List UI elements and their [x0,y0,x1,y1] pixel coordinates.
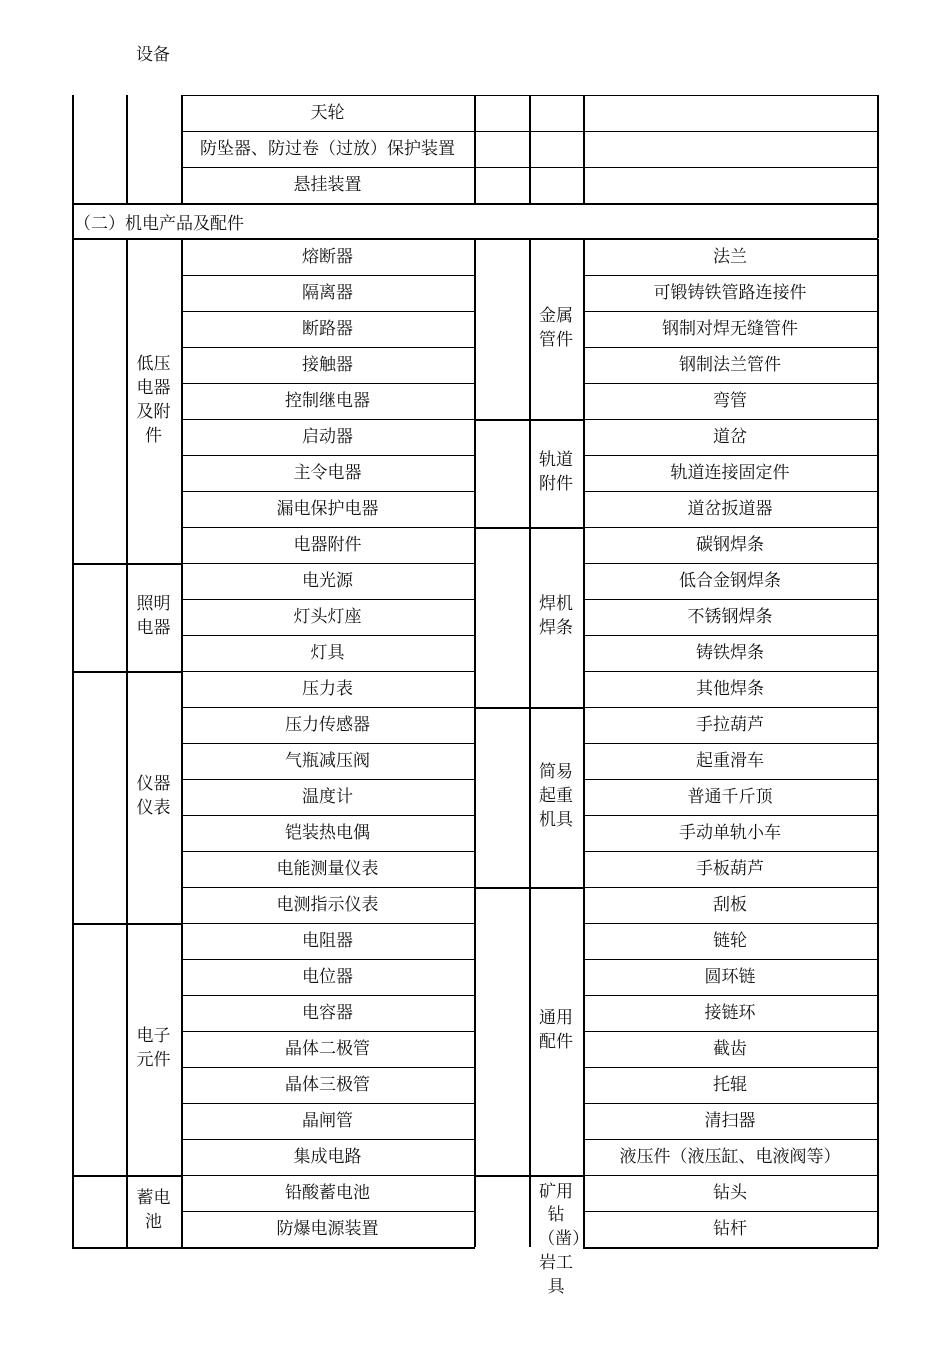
right-group-label [529,887,583,1175]
right-item: 不锈钢焊条 [687,606,773,627]
right-group-label-text: 金属管件 [539,306,573,350]
table-rule [181,419,474,420]
right-item: 普通千斤顶 [687,786,773,807]
right-item: 手动单轨小车 [679,822,781,843]
right-item: 铸铁焊条 [696,642,764,663]
table-rule [583,491,877,492]
table-rule [181,275,474,276]
table-rule [583,779,877,780]
right-item: 圆环链 [704,966,756,987]
table-rule [181,1139,474,1140]
table-rule [583,383,877,384]
right-item: 液压件（液压缸、电液阀等） [619,1146,841,1167]
table-rule [126,239,128,1247]
left-group-label-text: 蓄电池 [136,1188,171,1232]
left-item: 集成电路 [293,1146,362,1167]
left-item: 接触器 [302,354,353,375]
table-rule [583,851,877,852]
table-rule [474,95,476,203]
table-rule [72,203,878,205]
left-item: 灯头灯座 [293,606,362,627]
right-item: 截齿 [713,1038,747,1059]
table-rule [583,1247,878,1249]
right-item: 托辊 [713,1074,747,1095]
right-item: 手板葫芦 [696,858,764,879]
table-rule [72,239,74,1247]
table-rule [583,995,877,996]
right-item: 刮板 [713,894,747,915]
right-group-label [529,239,583,419]
right-item: 清扫器 [704,1110,756,1131]
equipment-row: 防坠器、防过卷（过放）保护装置 [200,138,455,159]
left-item: 电阻器 [302,930,353,951]
table-rule [181,887,474,888]
table-rule [181,671,474,672]
right-group-label-text: 简易起重机具 [539,762,573,830]
table-rule [181,815,474,816]
table-rule [583,1031,877,1032]
table-rule [181,239,183,1247]
right-item: 道岔 [713,426,747,447]
left-item: 铠装热电偶 [285,822,370,843]
table-rule [181,851,474,852]
equipment-row: 悬挂装置 [293,174,362,195]
table-rule [181,599,474,600]
table-rule [181,959,474,960]
table-rule [181,1067,474,1068]
left-item: 启动器 [302,426,353,447]
table-rule [877,203,879,238]
left-item: 晶体三极管 [285,1074,370,1095]
right-item: 弯管 [713,390,747,411]
table-rule [583,455,877,456]
left-group-label [126,239,181,563]
table-rule [181,491,474,492]
table-rule [877,239,879,1247]
table-rule [181,455,474,456]
right-item: 链轮 [713,930,747,951]
table-rule [474,239,476,1247]
table-rule [529,95,531,203]
table-rule [181,743,474,744]
left-group-label [126,923,181,1175]
equipment-row: 天轮 [310,102,345,123]
table-rule [583,815,877,816]
table-rule [583,527,877,528]
left-group-label-text: 电子元件 [136,1026,171,1070]
table-rule [583,95,585,203]
left-item: 主令电器 [293,462,362,483]
right-item: 可锻铸铁管路连接件 [653,282,807,303]
right-group-label [529,527,583,707]
left-item: 断路器 [302,318,353,339]
right-group-label-text: 矿用钻（凿）岩工具 [538,1181,590,1297]
left-item: 防爆电源装置 [276,1218,379,1239]
left-item: 熔断器 [302,246,353,267]
left-item: 压力表 [302,678,353,699]
table-rule [583,923,877,924]
right-group-label-text: 通用配件 [539,1008,573,1052]
left-item: 电位器 [302,966,353,987]
table-rule [181,923,474,924]
right-item: 起重滑车 [696,750,764,771]
left-item: 灯具 [310,642,345,663]
left-group-label [126,1175,181,1247]
left-item: 晶体二极管 [285,1038,370,1059]
right-group-label [529,1175,590,1305]
table-rule [181,95,877,96]
table-rule [583,419,877,420]
table-rule [181,383,474,384]
right-group-label [529,707,583,887]
table-rule [583,599,877,600]
table-rule [181,635,474,636]
left-item: 电器附件 [293,534,362,555]
left-item: 电容器 [302,1002,353,1023]
right-group-label-text: 轨道附件 [539,450,573,494]
table-rule [72,95,74,203]
table-rule [72,1247,475,1249]
left-item: 铅酸蓄电池 [285,1182,370,1203]
table-rule [181,1031,474,1032]
left-item: 电能测量仪表 [276,858,379,879]
left-item: 控制继电器 [285,390,370,411]
table-rule [181,1103,474,1104]
left-group-label [126,671,181,923]
table-rule [583,1067,877,1068]
table-rule [181,995,474,996]
right-item: 钢制对焊无缝管件 [662,318,798,339]
right-item: 低合金钢焊条 [679,570,781,591]
table-rule [583,635,877,636]
table-rule [181,707,474,708]
left-item: 隔离器 [302,282,353,303]
right-item: 钻头 [713,1182,747,1203]
left-item: 电测指示仪表 [276,894,379,915]
left-item: 晶闸管 [302,1110,353,1131]
right-item: 接链环 [704,1002,756,1023]
left-item: 漏电保护电器 [276,498,379,519]
left-item: 温度计 [302,786,353,807]
left-group-label-text: 低压电器及附件 [136,354,171,446]
table-rule [181,527,474,528]
table-rule [181,1175,474,1176]
left-item: 压力传感器 [285,714,370,735]
right-item: 法兰 [713,246,747,267]
left-group-label-text: 照明电器 [136,594,171,638]
left-item: 电光源 [302,570,353,591]
right-item: 道岔扳道器 [687,498,773,519]
table-rule [583,1103,877,1104]
table-rule [583,1211,877,1212]
table-rule [583,887,877,888]
table-rule [583,239,585,1247]
table-rule [583,311,877,312]
section-title: （二）机电产品及配件 [74,213,244,234]
right-item: 手拉葫芦 [696,714,764,735]
table-rule [181,563,474,564]
table-rule [583,275,877,276]
right-item: 轨道连接固定件 [670,462,790,483]
right-item: 钻杆 [713,1218,747,1239]
table-rule [583,347,877,348]
table-rule [877,95,879,203]
right-item: 钢制法兰管件 [679,354,781,375]
table-rule [583,1139,877,1140]
table-rule [126,95,128,203]
table-rule [181,347,474,348]
table-rule [181,95,183,203]
right-group-label [529,419,583,527]
table-rule [529,239,531,1247]
left-group-label-text: 仪器仪表 [136,774,171,818]
table-rule [72,203,74,238]
page-header: 设备 [136,45,170,65]
right-item: 碳钢焊条 [696,534,764,555]
right-item: 其他焊条 [696,678,764,699]
table-rule [583,671,877,672]
left-group-label [126,563,181,671]
table-rule [583,1175,877,1176]
right-group-label-text: 焊机焊条 [539,594,573,638]
table-rule [181,311,474,312]
table-rule [583,707,877,708]
table-rule [583,743,877,744]
left-item: 气瓶减压阀 [285,750,370,771]
table-rule [181,1211,474,1212]
table-rule [583,563,877,564]
table-rule [583,959,877,960]
table-rule [181,779,474,780]
